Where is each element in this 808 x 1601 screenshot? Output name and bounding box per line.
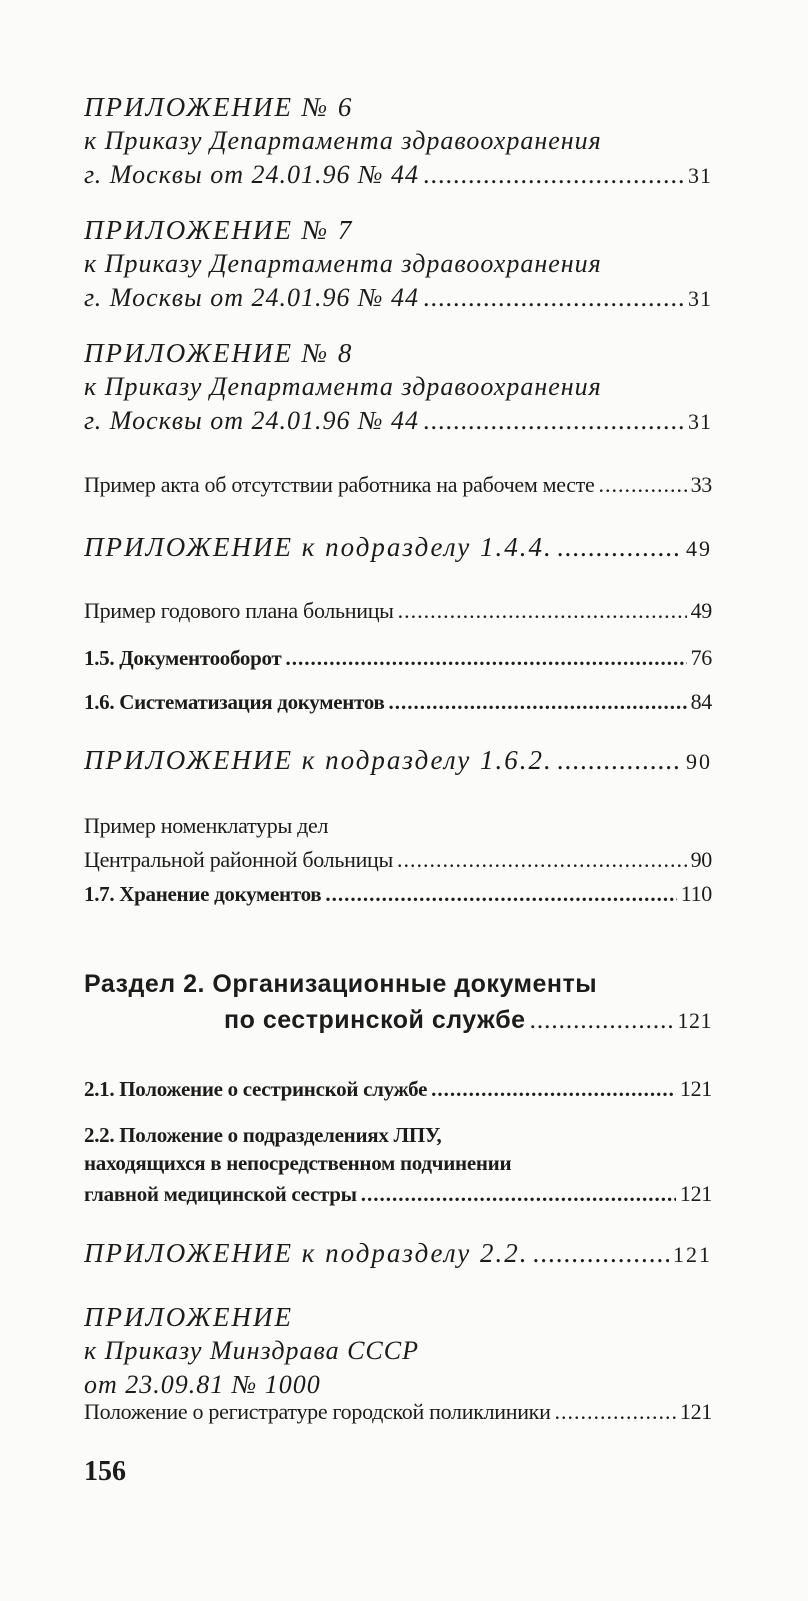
page-ref: 76: [690, 645, 712, 670]
toc-entry-appendix-6[interactable]: [84, 90, 712, 192]
entry-title: ПРИЛОЖЕНИЕ к подразделу 1.4.4.: [84, 532, 553, 562]
toc-entry-appendix-8[interactable]: [84, 336, 712, 438]
entry-subtitle: к Приказу Минздрава СССР: [84, 1336, 419, 1365]
page-ref: 31: [688, 163, 712, 188]
entry-title: главной медицинской сестры: [84, 1182, 357, 1206]
page-ref: 33: [690, 472, 712, 497]
entry-subtitle: от 23.09.81 № 1000: [84, 1370, 321, 1399]
page-ref: 84: [690, 689, 712, 714]
toc-entry-1-6[interactable]: [84, 685, 712, 719]
page-ref: 121: [677, 1008, 712, 1033]
dot-leader: [555, 1395, 676, 1429]
page-ref: 121: [679, 1181, 712, 1206]
page-ref: 90: [686, 749, 712, 774]
dot-leader: [533, 1236, 669, 1270]
toc-entry-registry[interactable]: [84, 1395, 712, 1429]
entry-title: Пример акта об отсутствии работника на рабочем месте: [84, 472, 595, 497]
entry-heading: ПРИЛОЖЕНИЕ № 6: [84, 92, 354, 122]
toc-entry-nomenclature[interactable]: [84, 809, 712, 877]
entry-title: 2.1. Положение о сестринской службе: [84, 1077, 428, 1101]
page-ref: 49: [686, 536, 712, 561]
entry-title: Пример номенклатуры дел: [84, 813, 329, 838]
toc-entry-2-1[interactable]: [84, 1072, 712, 1106]
page-ref: 121: [679, 1076, 712, 1101]
entry-heading: ПРИЛОЖЕНИЕ № 8: [84, 338, 354, 368]
entry-title: 1.5. Документооборот: [84, 646, 282, 670]
dot-leader: [397, 843, 687, 877]
entry-title: Положение о регистратуре городской поликлиники: [84, 1399, 551, 1424]
section-heading: Раздел 2. Организационные документы: [84, 970, 598, 998]
toc-entry-2-2[interactable]: [84, 1121, 712, 1211]
page-ref: 31: [688, 286, 712, 311]
entry-heading: ПРИЛОЖЕНИЕ: [84, 1302, 293, 1332]
entry-subtitle: к Приказу Департамента здравоохранения: [84, 126, 602, 155]
entry-title: 2.2. Положение о подразделениях ЛПУ,: [84, 1123, 442, 1147]
dot-leader: [361, 1177, 676, 1211]
toc-entry-annual-plan[interactable]: [84, 594, 712, 628]
entry-title: Центральной районной больницы: [84, 847, 394, 872]
page-ref: 90: [690, 847, 712, 872]
dot-leader: [285, 641, 686, 675]
entry-heading: ПРИЛОЖЕНИЕ № 7: [84, 215, 354, 245]
entry-subtitle: г. Москвы от 24.01.96 № 44: [84, 406, 419, 435]
dot-leader: [398, 594, 687, 628]
toc-entry-appendix-7[interactable]: [84, 213, 712, 315]
entry-title: ПРИЛОЖЕНИЕ к подразделу 1.6.2.: [84, 745, 553, 775]
entry-subtitle: к Приказу Департамента здравоохранения: [84, 372, 602, 401]
toc-entry-appendix-2-2[interactable]: [84, 1236, 712, 1270]
entry-title: 1.6. Систематизация документов: [84, 690, 385, 714]
entry-title: находящихся в непосредственном подчинении: [84, 1151, 512, 1175]
page-ref: 121: [679, 1399, 712, 1424]
dot-leader: [557, 743, 682, 777]
toc-entry-1-5[interactable]: [84, 641, 712, 675]
dot-leader: [423, 158, 684, 192]
toc-section-2[interactable]: [84, 966, 712, 1038]
toc-entry-absence-act[interactable]: [84, 468, 712, 502]
dot-leader: [388, 685, 686, 719]
page-ref: 110: [680, 881, 712, 906]
toc-entry-appendix-1-6-2[interactable]: [84, 743, 712, 777]
entry-title: 1.7. Хранение документов: [84, 882, 322, 906]
entry-subtitle: к Приказу Департамента здравоохранения: [84, 249, 602, 278]
entry-subtitle: г. Москвы от 24.01.96 № 44: [84, 160, 419, 189]
dot-leader: [423, 404, 684, 438]
dot-leader: [325, 877, 676, 911]
toc-entry-appendix-1-4-4[interactable]: [84, 530, 712, 564]
page-ref: 49: [690, 598, 712, 623]
dot-leader: [431, 1072, 676, 1106]
dot-leader: [557, 530, 682, 564]
section-subheading: по сестринской службе: [224, 1006, 526, 1034]
dot-leader: [530, 1003, 674, 1039]
entry-subtitle: г. Москвы от 24.01.96 № 44: [84, 283, 419, 312]
page-ref: 121: [673, 1242, 712, 1267]
page-ref: 31: [688, 409, 712, 434]
dot-leader: [599, 468, 687, 502]
dot-leader: [423, 281, 684, 315]
page-number: 156: [84, 1456, 126, 1487]
toc-entry-appendix-order-1000[interactable]: [84, 1300, 712, 1402]
entry-title: ПРИЛОЖЕНИЕ к подразделу 2.2.: [84, 1238, 529, 1268]
entry-title: Пример годового плана больницы: [84, 598, 394, 623]
toc-entry-1-7[interactable]: [84, 877, 712, 911]
